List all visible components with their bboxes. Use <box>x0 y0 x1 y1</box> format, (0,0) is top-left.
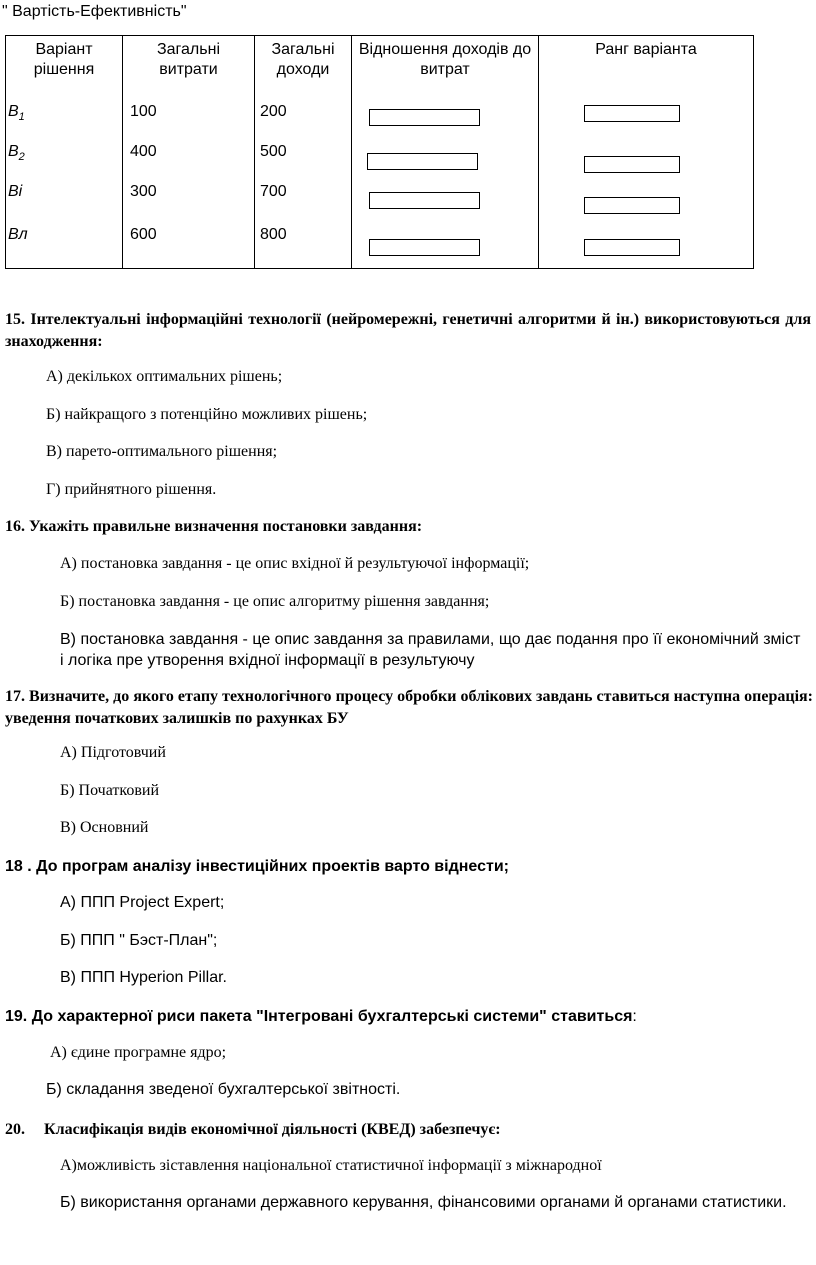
option-b[interactable]: Б) використання органами державного керування, фінансовими органами й органами статистики. <box>60 1194 787 1211</box>
option-b[interactable]: Б) постановка завдання - це опис алгоритму рішення завдання; <box>60 593 490 610</box>
option-c[interactable]: В) ППП Hyperion Pillar. <box>60 969 227 986</box>
rank-input-box[interactable] <box>584 156 680 173</box>
row-variant: Bi <box>8 183 23 200</box>
ratio-input-box[interactable] <box>367 153 478 170</box>
question-20: 20. Класифікація видів економічної діяльності (КВЕД) забезпечує: <box>5 1121 501 1138</box>
option-a[interactable]: А) Підготовчий <box>60 744 166 761</box>
row-income: 200 <box>260 103 287 120</box>
row-variant: Bл <box>8 226 28 243</box>
ratio-input-box[interactable] <box>369 192 480 209</box>
option-a[interactable]: А)можливість зіставлення національної статистичної інформації з міжнародної <box>60 1157 602 1174</box>
question-18: 18 . До програм аналізу інвестиційних проектів варто віднести; <box>5 858 509 875</box>
option-a[interactable]: А) декількох оптимальних рішень; <box>46 368 283 385</box>
row-cost: 400 <box>130 143 157 160</box>
rank-input-box[interactable] <box>584 197 680 214</box>
row-variant: $B_1$ <box>8 103 25 124</box>
row-income: 700 <box>260 183 287 200</box>
header-total-income: Загальні доходи <box>271 41 335 78</box>
header-rank: Ранг варіанта <box>595 41 697 58</box>
option-a[interactable]: А) постановка завдання - це опис вхідної й результуючої інформації; <box>60 555 530 572</box>
ratio-input-box[interactable] <box>369 239 480 256</box>
row-cost: 100 <box>130 103 157 120</box>
option-c[interactable]: В) Основний <box>60 819 149 836</box>
option-b[interactable]: Б) найкращого з потенційно можливих рішень; <box>46 406 368 423</box>
option-a[interactable]: А) єдине програмне ядро; <box>50 1044 227 1061</box>
option-d[interactable]: Г) прийнятного рішення. <box>46 481 217 498</box>
row-income: 800 <box>260 226 287 243</box>
option-b[interactable]: Б) ППП " Бэст-План"; <box>60 932 218 949</box>
table-title: " Вартість-Ефективність" <box>2 3 187 20</box>
header-variant: Варіант рішення <box>33 41 95 78</box>
question-17: 17. Визначите, до якого етапу технологічного процесу обробки облікових завдань ставиться наступна операція: уведення початкових залишків по рахунках БУ <box>5 688 813 727</box>
header-total-costs: Загальні витрати <box>156 41 220 78</box>
row-cost: 600 <box>130 226 157 243</box>
option-b[interactable]: Б) Початковий <box>60 782 160 799</box>
option-c[interactable]: В) постановка завдання - це опис завдання за правилами, що дає подання про її економічний зміст і логіка пре утворення вхідної інформації в результуючу <box>60 631 801 669</box>
ratio-input-box[interactable] <box>369 109 480 126</box>
option-b[interactable]: Б) складання зведеної бухгалтерської звітності. <box>46 1081 401 1098</box>
cost-effectiveness-table <box>5 35 754 269</box>
question-19: 19. До характерної риси пакета "Інтегровані бухгалтерські системи" ставиться: <box>5 1008 637 1025</box>
row-income: 500 <box>260 143 287 160</box>
option-c[interactable]: В) парето-оптимального рішення; <box>46 443 278 460</box>
row-variant: $B_2$ <box>8 143 25 164</box>
question-16: 16. Укажіть правильне визначення постановки завдання: <box>5 518 423 535</box>
header-income-cost-ratio: Відношення доходів до витрат <box>358 41 532 78</box>
option-a[interactable]: А) ППП Project Expert; <box>60 894 225 911</box>
question-15: 15. Інтелектуальні інформаційні технології (нейромережні, генетичні алгоритми й ін.) використовуються для знаходження: <box>5 311 811 350</box>
rank-input-box[interactable] <box>584 105 680 122</box>
row-cost: 300 <box>130 183 157 200</box>
rank-input-box[interactable] <box>584 239 680 256</box>
